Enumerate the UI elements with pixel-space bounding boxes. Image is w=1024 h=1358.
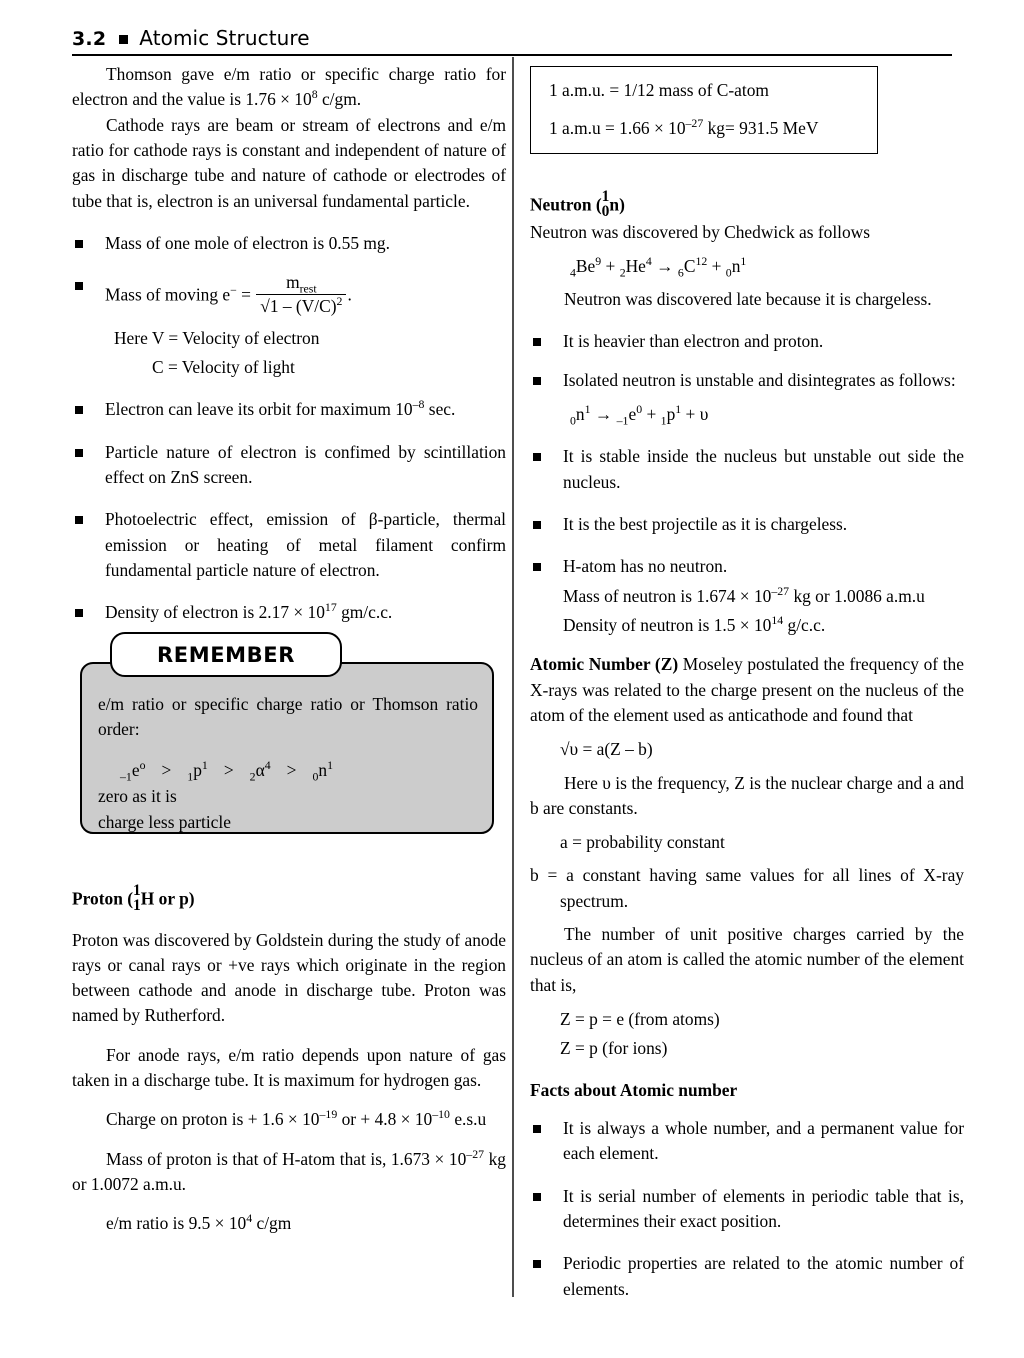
- m-symbol: m: [286, 272, 300, 293]
- fact-whole-number: It is always a whole number, and a permanent value for each element.: [563, 1117, 964, 1164]
- fraction-numerator: [256, 273, 346, 294]
- charge-proton-b: or + 4.8 × 10: [337, 1109, 433, 1130]
- remember-note-line-2: charge less particle: [98, 812, 231, 833]
- density-neutron-a: Density of neutron is 1.5 × 10: [563, 614, 772, 635]
- list-item: [72, 397, 506, 422]
- paragraph-anode-rays: For anode rays, e/m ratio depends upon nature of gas taken in a discharge tube. It is maximum for hydrogen gas.: [72, 1044, 506, 1091]
- c-superscript: 12: [695, 254, 708, 269]
- radical-icon: √: [260, 295, 270, 316]
- here-velocity-electron: Here V = Velocity of electron: [114, 327, 320, 348]
- greater-than-3: >: [286, 760, 297, 781]
- he-subscript: 2: [619, 265, 626, 280]
- electron-subscript: –1: [120, 769, 132, 784]
- neutron-subscript: 0: [312, 769, 319, 784]
- remember-label: REMEMBER: [157, 642, 295, 667]
- list-item: [72, 231, 506, 256]
- plus-1: +: [601, 255, 620, 276]
- neutrino-symbol: υ: [699, 404, 709, 425]
- plus-2: +: [681, 404, 700, 425]
- neutron-production-equation: [530, 254, 964, 279]
- remember-content: [98, 692, 478, 835]
- neutron-superscript: 1: [327, 758, 333, 773]
- p-symbol: p: [666, 404, 676, 425]
- bullet-orbit-pre: Electron can leave its orbit for maximum 10: [105, 399, 413, 420]
- proton-heading-prefix: Proton (: [72, 888, 134, 909]
- bullet-mass-moving-label: Mass of moving e: [105, 284, 231, 305]
- relativistic-mass-fraction: [256, 273, 346, 316]
- header-rule: [72, 54, 952, 56]
- neutron-discovery-text: Neutron was discovered by Chedwick as follows: [530, 221, 871, 242]
- be-symbol: Be: [575, 255, 596, 276]
- rest-subscript: rest: [299, 281, 317, 296]
- bullet-density-exponent: 17: [324, 600, 337, 615]
- plus-2: +: [707, 255, 726, 276]
- electron-charge-sign: −: [230, 283, 237, 298]
- thomson-tail: c/gm.: [317, 89, 362, 110]
- list-item: [72, 273, 506, 316]
- atomic-number-body: Moseley postulated the frequency of the X-rays was related to the charge present on the nucleus of the atom of the element used as anticathode and found that: [530, 654, 964, 725]
- right-column: [530, 62, 964, 1302]
- reaction-arrow-icon: →: [590, 404, 617, 425]
- be-superscript: 9: [595, 254, 602, 269]
- e-subscript: –1: [616, 413, 629, 428]
- section-number: 3.2: [72, 28, 107, 50]
- amu-line2-b: kg= 931.5 MeV: [703, 118, 819, 139]
- atomic-number: 0: [601, 202, 610, 220]
- e-symbol: e: [628, 404, 637, 425]
- bullet-hatom-no-neutron: H-atom has no neutron.: [563, 556, 728, 577]
- remember-tab: [110, 632, 342, 677]
- paragraph-thomson: [72, 62, 506, 113]
- here-velocity-light: C = Velocity of light: [152, 357, 295, 378]
- remember-order-equation: [98, 758, 478, 783]
- mass-of-neutron-line: [563, 584, 964, 609]
- moseley-equation: √υ = a(Z – b): [560, 739, 653, 760]
- be-subscript: 4: [570, 265, 576, 280]
- he-superscript: 4: [645, 254, 652, 269]
- electron-facts-list-2: [72, 397, 506, 625]
- left-column: [72, 62, 506, 626]
- mass-proton-exp: –27: [466, 1146, 485, 1161]
- paragraph-em-ratio-proton: [72, 1211, 506, 1236]
- proton-nuclide-notation: [133, 884, 141, 914]
- neutron-facts-list-2: [530, 444, 964, 638]
- denominator-exponent: 2: [336, 293, 343, 308]
- em-ratio-exp: 4: [246, 1211, 253, 1226]
- n-symbol: n: [731, 255, 741, 276]
- running-head: [72, 26, 952, 56]
- n-subscript: 0: [570, 413, 576, 428]
- he-symbol: He: [625, 255, 646, 276]
- bullet-photoelectric: Photoelectric effect, emission of β-particle, thermal emission or heating of metal filament confirm fundamental particle nature of electron.: [105, 509, 506, 581]
- amu-definition-box: [530, 66, 878, 154]
- mass-neutron-exp: –27: [771, 583, 790, 598]
- alpha-symbol: α: [255, 760, 265, 781]
- n-superscript: 1: [584, 402, 591, 417]
- proton-subscript: 1: [187, 769, 194, 784]
- p-subscript: 1: [660, 413, 667, 428]
- z-equals-ions: Z = p (for ions): [560, 1038, 668, 1059]
- amu-line2-exp: –27: [685, 116, 704, 131]
- fact-serial-number: It is serial number of elements in periodic table that is, determines their exact position.: [563, 1185, 964, 1231]
- proton-superscript: 1: [201, 758, 208, 773]
- fact-periodic-properties: Periodic properties are related to the atomic number of elements.: [563, 1253, 964, 1299]
- trailing-period: .: [347, 284, 352, 305]
- em-ratio-a: e/m ratio is 9.5 × 10: [106, 1213, 247, 1234]
- list-item: [530, 1116, 964, 1167]
- n-subscript: 0: [725, 265, 732, 280]
- paragraph-mass-proton: [72, 1147, 506, 1198]
- charge-proton-exp1: –19: [319, 1107, 338, 1122]
- left-column-lower: [72, 884, 506, 1237]
- list-item: [530, 512, 964, 537]
- bullet-isolated-neutron: Isolated neutron is unstable and disintegrates as follows:: [563, 369, 956, 390]
- thomson-text: Thomson gave e/m ratio or specific charge ratio for electron and the value is 1.76 × 10: [72, 64, 506, 110]
- bullet-particle-nature: Particle nature of electron is confimed by scintillation effect on ZnS screen.: [105, 441, 506, 488]
- neutron-heading: [530, 190, 964, 220]
- atomic-number-facts-list: [530, 1116, 964, 1302]
- electron-facts-list: [72, 231, 506, 316]
- charge-proton-exp2: –10: [432, 1107, 450, 1122]
- paragraph-cathode-rays: Cathode rays are beam or stream of electrons and e/m ratio for cathode rays is constant and independent of nature of gas in discharge tube and nature of cathode or electrodes of tube that is, electron is an universal fundamental particle.: [72, 114, 506, 211]
- here-nu-paragraph: Here υ is the frequency, Z is the nuclear charge and a and b are constants.: [530, 772, 964, 818]
- electron-superscript: o: [139, 758, 146, 773]
- charge-proton-a: Charge on proton is + 1.6 × 10: [106, 1109, 320, 1130]
- remember-note-line-1: zero as it is: [98, 786, 177, 807]
- list-item: [72, 600, 506, 625]
- thomson-exponent: 8: [311, 87, 318, 102]
- alpha-subscript: 2: [249, 769, 256, 784]
- list-item: [72, 507, 506, 583]
- neutron-discovered-late: Neutron was discovered late because it is chargeless.: [564, 289, 932, 310]
- mass-proton-b: kg or 1.0072 a.m.u.: [72, 1148, 506, 1194]
- list-item: [530, 368, 964, 393]
- list-item: [530, 444, 964, 495]
- z-equals-atoms: Z = p = e (from atoms): [560, 1009, 720, 1029]
- remember-callout: [80, 642, 494, 834]
- list-item: [530, 329, 964, 354]
- amu-line2-a: 1 a.m.u = 1.66 × 10: [549, 118, 686, 139]
- density-of-neutron-line: [563, 613, 964, 638]
- amu-line-1: 1 a.m.u. = 1/12 mass of C-atom: [549, 80, 769, 100]
- alpha-superscript: 4: [264, 758, 271, 773]
- c-subscript: 6: [677, 265, 684, 280]
- charge-proton-c: e.s.u: [449, 1109, 487, 1130]
- proton-heading-suffix: H or p): [140, 888, 195, 909]
- bullet-density-pre: Density of electron is 2.17 × 10: [105, 602, 325, 623]
- atomic-number: 1: [133, 896, 141, 914]
- page-title: Atomic Structure: [139, 26, 310, 50]
- paragraph-charge-proton: [72, 1107, 506, 1132]
- bullet-density-post: gm/c.c.: [336, 602, 393, 623]
- bullet-mass-one-mole: Mass of one mole of electron is 0.55 mg.: [105, 232, 390, 253]
- filled-square-icon: [119, 35, 128, 44]
- a-constant-line: a = probability constant: [560, 832, 725, 853]
- bullet-best-projectile: It is the best projectile as it is chargeless.: [563, 514, 848, 534]
- neutron-facts-list: [530, 329, 964, 393]
- mass-neutron-b: kg or 1.0086 a.m.u: [789, 585, 925, 606]
- mass-neutron-a: Mass of neutron is 1.674 × 10: [563, 585, 772, 606]
- bullet-stable-inside: It is stable inside the nucleus but unstable out side the nucleus.: [563, 446, 964, 492]
- n-symbol: n: [575, 404, 585, 425]
- facts-about-atomic-number-heading: Facts about Atomic number: [530, 1079, 738, 1100]
- list-item: [530, 1251, 964, 1302]
- proton-symbol: p: [193, 760, 202, 781]
- neutron-heading-prefix: Neutron (: [530, 194, 602, 215]
- denominator-body: 1 – (V/C): [269, 295, 337, 316]
- n-superscript: 1: [740, 254, 747, 269]
- electron-symbol: e: [131, 760, 140, 781]
- em-ratio-b: c/gm: [252, 1213, 292, 1234]
- p-superscript: 1: [675, 402, 682, 417]
- bullet-orbit-post: sec.: [424, 399, 456, 420]
- neutron-decay-equation: [530, 402, 964, 427]
- atomic-number-paragraph: [530, 652, 964, 728]
- neutron-symbol: n: [318, 760, 328, 781]
- e-superscript: 0: [636, 402, 643, 417]
- remember-intro: e/m ratio or specific charge ratio or Thomson ratio order:: [98, 694, 478, 740]
- density-neutron-exp: 14: [771, 613, 784, 628]
- list-item: [530, 554, 964, 638]
- reaction-arrow-icon: →: [651, 255, 678, 276]
- fraction-denominator: [256, 295, 346, 316]
- mass-number: 1: [601, 188, 610, 205]
- density-neutron-b: g/c.c.: [783, 614, 826, 635]
- equals-sign: =: [236, 284, 256, 305]
- column-divider: [512, 57, 514, 1297]
- greater-than-1: >: [161, 760, 172, 781]
- b-constant-line: b = a constant having same values for all lines of X-ray spectrum.: [530, 865, 964, 911]
- c-symbol: C: [683, 255, 696, 276]
- mass-number: 1: [133, 882, 141, 899]
- list-item: [72, 440, 506, 491]
- proton-heading: [72, 884, 506, 914]
- greater-than-2: >: [223, 760, 234, 781]
- unit-positive-charges-paragraph: The number of unit positive charges carried by the nucleus of an atom is called the atomic number of the element that is,: [530, 924, 964, 995]
- paragraph-proton-discovery: Proton was discovered by Goldstein during the study of anode rays or canal rays or +ve rays which originate in the region between cathode and anode in discharge tube. Proton was named by Rutherford.: [72, 929, 506, 1026]
- neutron-heading-suffix: n): [609, 194, 625, 215]
- mass-proton-a: Mass of proton is that of H-atom that is, 1.673 × 10: [106, 1148, 467, 1169]
- plus-1: +: [642, 404, 661, 425]
- bullet-orbit-exponent: –8: [412, 397, 425, 412]
- amu-line-2: [549, 116, 863, 141]
- bullet-heavier: It is heavier than electron and proton.: [563, 331, 824, 352]
- list-item: [530, 1184, 964, 1235]
- atomic-number-heading: Atomic Number (Z): [530, 654, 679, 675]
